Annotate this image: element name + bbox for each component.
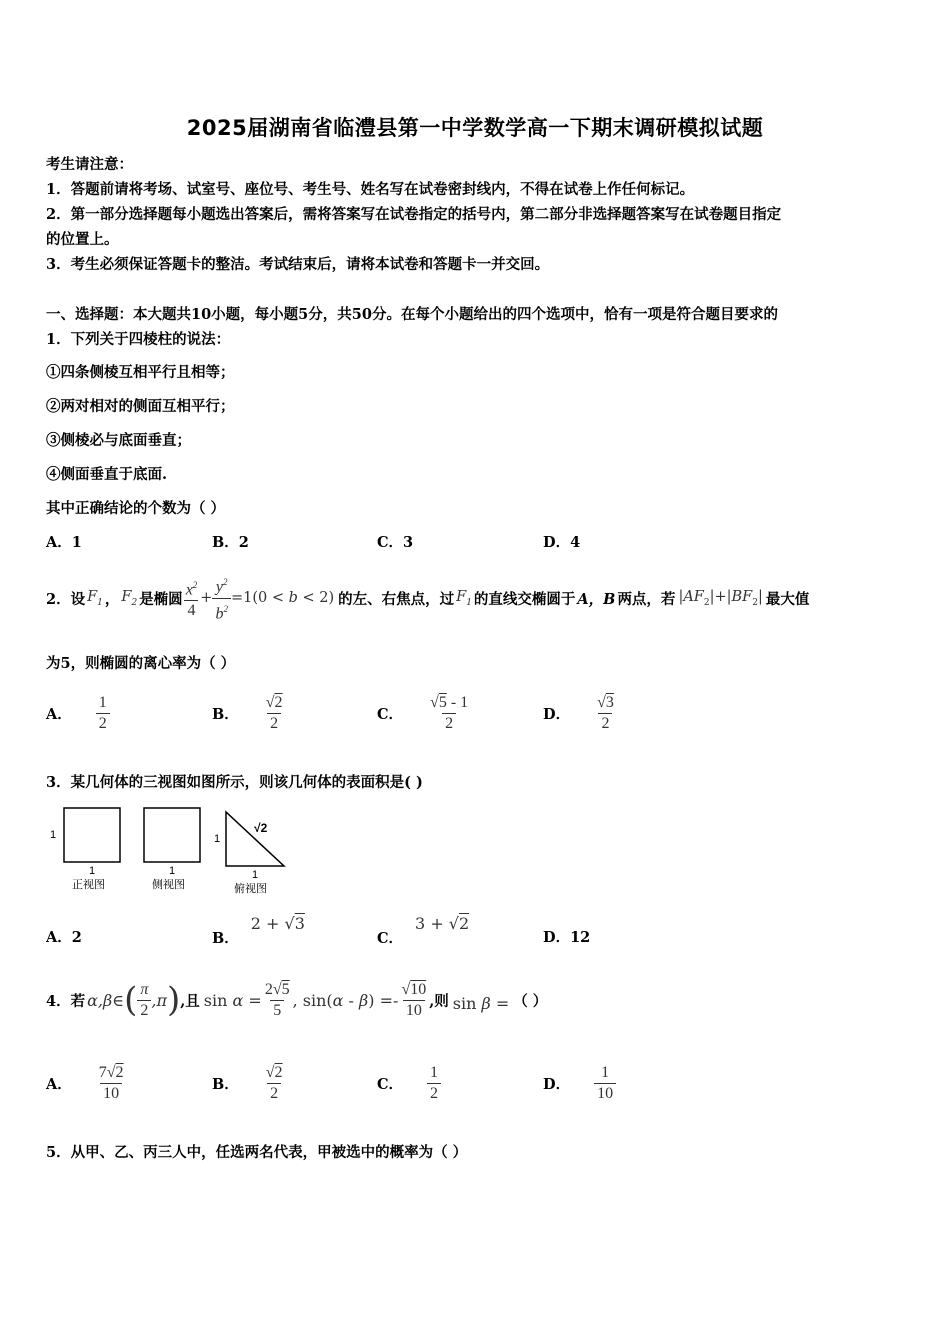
q2-option-b[interactable] [212,690,286,736]
q2-option-d[interactable] [543,690,617,736]
hypotenuse-label: √2 [254,821,268,835]
q4-stem [46,972,547,1028]
option-value: 3 + √2 [415,914,470,933]
q4-option-d[interactable] [543,1058,616,1108]
q1-question: 其中正确结论的个数为（ ） [46,500,226,517]
q3-option-b[interactable] [212,914,305,946]
q4-text: （ ） [513,992,548,1010]
option-label: B． [212,1075,239,1093]
q1-statement: ④侧面垂直于底面. [46,466,168,483]
f1-symbol: $F_1$ [87,588,103,608]
paren-right: ) [166,980,181,1020]
q4-option-b[interactable] [212,1058,286,1108]
option-label: C． [377,705,404,723]
ellipse-condition: =1(0 < b < 2) [230,590,335,606]
q4-option-c[interactable] [377,1058,441,1108]
dim-label: 1 [214,833,221,845]
ellipse-x-term: $\frac{x^2}{4}$ [185,579,198,620]
section-heading: 一、选择题：本大题共10小题，每小题5分，共50分。在每个小题给出的四个选项中，恰有一项是符合题目要求的 [46,306,778,323]
option-label: C． [377,930,404,947]
q3-option-c[interactable] [377,914,469,946]
q1-option-a[interactable]: A．1 [46,534,82,551]
option-value: $\frac{√3}{2}$ [597,693,614,732]
dim-label: 1 [89,865,96,877]
q4-num: 4．若 [46,992,86,1010]
notice-item: 2．第一部分选择题每小题选出答案后，需将答案写在试卷指定的括号内，第二部分非选择题答案写在试卷题目指定 [46,206,782,223]
q2-num: 2．设 [46,590,86,608]
option-value: $\frac{1}{2}$ [427,1063,441,1104]
option-label: B． [212,705,239,723]
dim-label: 1 [252,869,259,881]
q2-text: 的左、右焦点，过 [338,590,455,608]
f2-symbol: $F_2$ [121,588,138,608]
q2-option-c[interactable] [377,690,471,736]
q1-statement: ②两对相对的侧面互相平行； [46,398,235,415]
dim-label: 1 [50,829,57,841]
q1-option-d[interactable]: D．4 [543,534,581,551]
top-view [214,812,284,895]
q3-option-a[interactable]: A．2 [46,929,82,946]
q2-stem-line2: 为5，则椭圆的离心率为（ ） [46,655,236,672]
q1-option-b[interactable]: B．2 [212,534,249,551]
q3-option-d[interactable]: D．12 [543,929,591,946]
sin-alpha-value: $\frac{2√5}{5}$ [264,980,290,1019]
view-label: 俯视图 [234,883,267,895]
option-label: D． [543,705,571,723]
option-label: A． [46,705,72,723]
q1-statement: ①四条侧棱互相平行且相等； [46,364,235,381]
q2-stem: 2．设 $F_1$ ， $F_2$ 是椭圆 $\frac{x^2}{4}$ + $\frac{y^2}{b^2}$ =1(0 < b < 2) 的左、右焦点，过 $F_1$ 的直线交椭圆于 A，B 两点，若 $|AF_2|+|BF_2|$ 最大值 [46,572,809,624]
q2-option-a[interactable] [46,690,110,736]
view-label: 正视图 [72,879,105,891]
three-view-figure [44,800,294,900]
f1-symbol: $F_1$ [456,588,472,608]
points-ab: A，B [577,590,616,608]
notice-heading: 考生请注意： [46,156,133,173]
option-label: C． [377,1075,404,1093]
q1-stem: 1．下列关于四棱柱的说法： [46,331,231,348]
q5-stem: 5．从甲、乙、丙三人中，任选两名代表，甲被选中的概率为（ ） [46,1144,468,1161]
option-value: 2 + √3 [250,914,305,933]
pi-symbol: ,π [151,990,167,1010]
q1-option-c[interactable]: C．3 [377,534,414,551]
view-label: 侧视图 [152,879,185,891]
paren-left: ( [124,980,138,1020]
option-value: $\frac{1}{2}$ [96,693,110,734]
front-view [50,808,120,891]
alpha-beta: α,β∈ [87,990,125,1010]
ellipse-y-term: $\frac{y^2}{b^2}$ [212,572,231,624]
q2-text: ， [104,590,120,608]
page-title: 2025届湖南省临澧县第一中学数学高一下期末调研模拟试题 [186,116,764,140]
dim-label: 1 [169,865,176,877]
option-label: A． [46,1075,72,1093]
q4-text: ,则 [429,992,449,1010]
option-value: $\frac{√2}{2}$ [265,1063,283,1102]
q2-text: 最大值 [765,590,810,608]
option-value: $\frac{1}{10}$ [594,1063,616,1104]
option-label: D． [543,1075,571,1093]
q2-text: 两点，若 [617,590,676,608]
abs-sum-expression: $|AF_2|+|BF_2|$ [678,588,763,608]
sin-beta: sin β = [452,993,510,1013]
sin-diff: , sin(α - β) =- [292,990,399,1010]
q2-text: 是椭圆 [139,590,183,608]
notice-item: 的位置上。 [46,231,119,248]
option-value: $\frac{√5 - 1}{2}$ [430,693,469,732]
notice-item: 3．考生必须保证答题卡的整洁。考试结束后，请将本试卷和答题卡一并交回。 [46,256,550,273]
option-value: $\frac{√2}{2}$ [265,693,283,732]
sin-diff-value: $\frac{√10}{10}$ [401,980,427,1019]
option-value: $\frac{7√2}{10}$ [98,1063,124,1102]
q2-text: 的直线交椭圆于 [473,590,576,608]
sin-alpha: sin α = [203,990,262,1010]
q1-statement: ③侧棱必与底面垂直； [46,432,191,449]
pi-over-2: $\frac{\pi}{2}$ [137,980,151,1021]
q4-text: ,且 [180,992,200,1010]
notice-item: 1．答题前请将考场、试室号、座位号、考生号、姓名写在试卷密封线内，不得在试卷上作任何标记。 [46,181,695,198]
side-view [144,808,200,891]
option-label: B． [212,930,239,947]
q4-option-a[interactable] [46,1058,127,1108]
q3-stem: 3．某几何体的三视图如图所示，则该几何体的表面积是( ) [46,774,423,791]
